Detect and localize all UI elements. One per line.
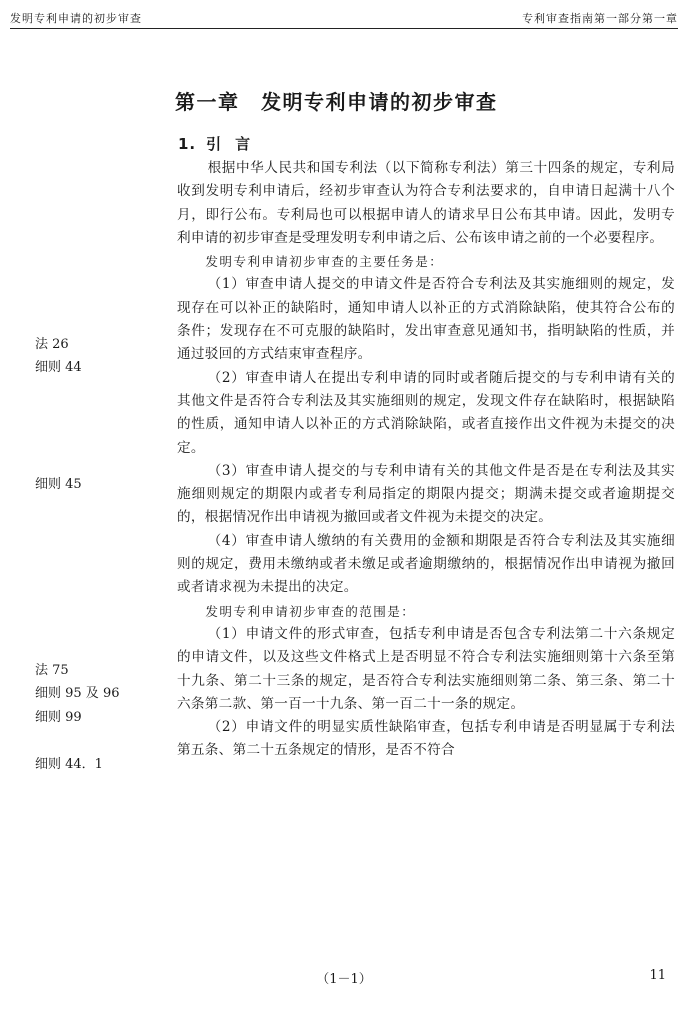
margin-ref: 细则 44 [35, 360, 82, 375]
page-number: 11 [649, 968, 666, 983]
chapter-title: 第一章 发明专利申请的初步审查 [175, 90, 498, 114]
section-heading [178, 133, 264, 154]
section-number: 1. [178, 135, 197, 153]
margin-ref: 法 75 [35, 663, 69, 678]
paragraph-tasks-intro: 发明专利申请初步审查的主要任务是： [205, 254, 444, 270]
margin-ref: 细则 99 [35, 710, 82, 725]
paragraph-task-2: （2）审查申请人在提出专利申请的同时或者随后提交的与专利申请有关的其他文件是否符合专利法及其实施细则的规定，发现文件存在缺陷时，根据缺陷的性质，通知申请人以补正的方式消除缺陷，或者直接作出文件视为未提交的决定。 [177, 369, 675, 456]
paragraph-task-4: （4）审查申请人缴纳的有关费用的金额和期限是否符合专利法及其实施细则的规定，费用未缴纳或者未缴足或者逾期缴纳的，根据情况作出申请视为撤回或者请求视为未提出的决定。 [177, 532, 675, 596]
paragraph-scope-1: （1）申请文件的形式审查，包括专利申请是否包含专利法第二十六条规定的申请文件，以及这些文件格式上是否明显不符合专利法实施细则第十六条至第十九条、第二十三条的规定，是否符合专利法实施细则第二条、第三条、第二十六条第二款、第一百一十九条、第一百二十一条的规定。 [177, 625, 675, 712]
footer-section-number: （1－1） [316, 972, 372, 987]
margin-ref: 细则 95 及 96 [35, 686, 120, 701]
header-right: 专利审查指南第一部分第一章 [522, 12, 678, 25]
section-title: 引言 [206, 135, 265, 153]
paragraph-task-1: （1）审查申请人提交的申请文件是否符合专利法及其实施细则的规定，发现存在可以补正的缺陷时，通知申请人以补正的方式消除缺陷，使其符合公布的条件；发现存在不可克服的缺陷时，发出审查意见通知书，指明缺陷的性质，并通过驳回的方式结束审查程序。 [177, 276, 675, 363]
paragraph-task-3: （3）审查申请人提交的与专利申请有关的其他文件是否是在专利法及其实施细则规定的期限内或者专利局指定的期限内提交；期满未提交或者逾期提交的，根据情况作出申请视为撤回或者文件视为未提交的决定。 [177, 462, 675, 526]
paragraph-scope-intro: 发明专利申请初步审查的范围是： [205, 603, 416, 619]
margin-ref: 细则 45 [35, 477, 82, 492]
paragraph-scope-2: （2）申请文件的明显实质性缺陷审查，包括专利申请是否明显属于专利法第五条、第二十五条规定的情形，是否不符合 [177, 719, 675, 759]
margin-ref: 法 26 [35, 337, 69, 352]
paragraph-intro: 根据中华人民共和国专利法（以下简称专利法）第三十四条的规定，专利局收到发明专利申请后，经初步审查认为符合专利法要求的，自申请日起满十八个月，即行公布。专利局也可以根据申请人的请求早日公布其申请。因此，发明专利申请的初步审查是受理发明专利申请之后、公布该申请之前的一个必要程序。 [177, 160, 675, 246]
running-header [10, 10, 678, 29]
header-left: 发明专利申请的初步审查 [10, 12, 142, 25]
body-text [177, 157, 675, 763]
margin-ref: 细则 44．1 [35, 757, 103, 772]
